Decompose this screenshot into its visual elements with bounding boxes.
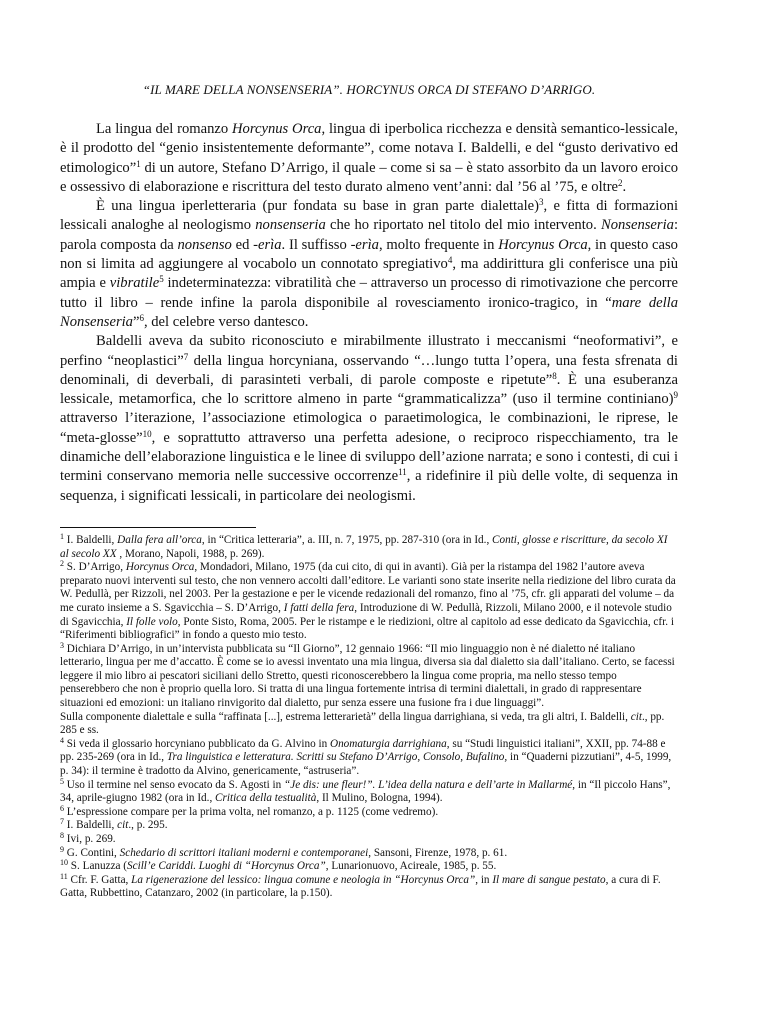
note-marker: 3: [60, 640, 64, 650]
text-run: , in: [475, 873, 493, 886]
text-run: , a ridefinire il più delle volte, di sequenza in sequenza, i significati lessicali, in particolare dei neologismi.: [60, 468, 678, 504]
text-run: nonsenseria: [255, 217, 326, 234]
text-run: , Sansoni, Firenze, 1978, p. 61.: [368, 846, 508, 859]
text-run: cit: [117, 819, 129, 832]
text-run: I. Baldelli,: [64, 533, 118, 546]
text-run: S. D’Arrigo,: [64, 561, 126, 574]
text-run: attraverso l’iterazione, l’associazione etimologica o paraetimologica, le combinazioni, le riprese, le “meta-glosse”: [60, 410, 678, 446]
text-run: Il folle volo: [126, 615, 178, 628]
body-paragraph: [60, 197, 678, 332]
text-run: Tra linguistica e letteratura. Scritti su Stefano D’Arrigo, Consolo, Bufalino,: [166, 751, 508, 764]
text-run: I. Baldelli,: [64, 819, 118, 832]
text-run: , e fitta di formazioni lessicali analoghe al neologismo: [60, 198, 678, 234]
text-run: , e soprattutto attraverso una perfetta adesione, o reciproco rispecchiamento, tra le dinamiche dell’elaborazione linguistica e le linee di sviluppo dell’azione narrata; e sono i contesti, di cui i termini conservano memoria nelle successive occorrenze: [60, 429, 678, 485]
text-run: , Ponte Sisto, Roma, 2005. Per le ristampe e le riedizioni, oltre al capitolo ad esse dedicato da Sgavicchia, cfr. i “Riferimenti bibliografici” in fondo a questo mio testo.: [60, 615, 674, 642]
text-run: Il mare di sangue pestato: [492, 873, 606, 886]
text-run: Dalla fera all’orca: [117, 533, 202, 546]
text-run: Horcynus Orca: [232, 121, 322, 137]
text-run: : parola composta da: [60, 217, 678, 253]
note-marker: 11: [60, 871, 68, 881]
body-text: [60, 120, 678, 506]
text-run: ., p. 295.: [128, 819, 168, 832]
footnote: [60, 711, 678, 738]
text-run: , Lunarionuovo, Acireale, 1985, p. 55.: [325, 860, 497, 873]
note-marker: 6: [60, 803, 64, 813]
text-run: , Il Mulino, Bologna, 1994).: [316, 792, 443, 805]
text-run: Sulla componente dialettale e sulla “raffinata [...], estrema letterarietà” della lingua darrighiana, si veda, tra gli altri, I. Baldelli,: [60, 710, 631, 723]
text-run: della lingua horcyniana, osservando “…lungo tutta l’opera, una festa sfrenata di denominali, di deverbali, di parasinteti verbali, di parole composte e ripetute”: [60, 352, 678, 388]
note-marker: 4: [447, 255, 453, 266]
note-marker: 1: [136, 158, 141, 169]
footnote: [60, 531, 678, 561]
footnote: [60, 860, 678, 874]
note-marker: 1: [60, 531, 64, 541]
text-run: “Je dis: une fleur!”. L’idea della natura e dell’arte in Mallarmé: [284, 778, 573, 791]
text-run: , in “Critica letteraria”, a. III, n. 7, 1975, pp. 287-310 (ora in Id.,: [201, 533, 493, 546]
text-run: Scill’e Cariddi. Luoghi di “Horcynus Orca”: [127, 860, 326, 873]
note-marker: 7: [183, 351, 189, 362]
text-run: La lingua del romanzo: [96, 121, 233, 137]
page-title: “IL MARE DELLA NONSENSERIA”. HORCYNUS ORCA DI STEFANO D’ARRIGO.: [142, 82, 596, 97]
text-run: . È una esuberanza lessicale, metamorfica, che lo scrittore almeno in parte “grammaticalizza” (uso il termine continiano): [60, 371, 679, 408]
body-paragraph: [60, 120, 678, 197]
text-run: Ivi, p. 269.: [64, 833, 116, 845]
text-run: , lingua di iperbolica ricchezza e densità semantico-lessicale, è il prodotto del “genio insistentemente deformante”, come notava I. Baldelli, e del “gusto derivativo ed etimologico”: [60, 121, 678, 176]
text-run: , Morano, Napoli, 1988, p. 269).: [116, 547, 265, 560]
text-run: vibratile: [109, 275, 160, 292]
text-run: -erìa: [350, 236, 379, 253]
note-marker: 5: [60, 776, 64, 786]
text-run: -erìa: [253, 236, 282, 253]
footnote: [60, 803, 678, 820]
text-run: I fatti della fera: [283, 601, 355, 614]
text-run: , a cura di F. Gatta, Rubbettino, Catanzaro, 2002 (in particolare, la p.150).: [60, 873, 661, 900]
text-run: La rigenerazione del lessico: lingua comune e neologia in “Horcynus Orca”: [131, 873, 476, 886]
note-marker: 7: [60, 817, 64, 827]
footnote-separator: [60, 527, 256, 528]
text-run: ., pp. 285 e ss.: [60, 710, 665, 737]
footnote: [60, 871, 678, 901]
text-run: Cfr. F. Gatta,: [67, 873, 132, 886]
text-run: cit: [630, 710, 642, 723]
footnotes: [60, 531, 678, 901]
text-run: , del celebre verso dantesco.: [143, 313, 309, 330]
footnote: [60, 561, 678, 643]
text-run: nonsenso: [177, 236, 232, 253]
footnote: [60, 640, 678, 711]
note-marker: 5: [159, 274, 164, 285]
text-run: , Mondadori, Milano, 1975 (da cui cito, di qui in avanti). Già per la ristampa del 1982 l’autore aveva preparato nuovi interventi sul testo, che non vennero accolti dall’editore. Le varianti sono state inserite nella riedizione del libro curata da W. Pedullà, per Rizzoli, nel 2003. Per la gestazione e per le vicende redazionali del romanzo, fino al ’75, cfr. gli apparati del volume – da me curato insieme a S. Sgavicchia – S. D’Arrigo,: [60, 561, 676, 614]
text-run: , ma addirittura gli conferisce una più ampia e: [60, 256, 678, 292]
text-run: .: [622, 178, 627, 195]
footnote: [60, 844, 678, 861]
footnote: [60, 833, 678, 847]
note-marker: 10: [60, 858, 68, 868]
text-run: Dichiara D’Arrigo, in un’intervista pubblicata su “Il Giorno”, 12 gennaio 1966: “Il mio linguaggio non è né dialetto né italiano letterario, lingua per me d’accatto. È come se io avessi inventato una mia lingua, diversa sia dal dialetto sia dall’italiano. Certo, se facessi leggere il mio libro ai pescatori siciliani dello Stretto, questi riconoscerebbero la lingua come propria, ma nello stesso tempo penserebbero che non è proprio quella loro. Si tratta di una lingua fortemente intrisa di termini dialettali, in grado di rappresentare situazioni ed emozioni: un italiano rinvigorito dal dialetto, pur senza essere una fusione fra i due linguaggi”.: [60, 642, 675, 710]
note-marker: 6: [139, 312, 144, 323]
note-marker: 9: [60, 844, 64, 854]
note-marker: 10: [142, 428, 152, 439]
text-run: che ho riportato nel titolo del mio intervento.: [325, 217, 601, 234]
footnote: [60, 776, 678, 806]
text-run: Conti, glosse e riscritture, da secolo XI al secolo XX: [60, 533, 668, 560]
text-run: Horcynus Orca: [125, 561, 195, 574]
text-run: , in “Il piccolo Hans”, 34, aprile-giugno 1982 (ora in Id.,: [60, 778, 671, 805]
text-run: di un autore, Stefano D’Arrigo, il quale – come si sa – è stato assorbito da un lavoro eroico e ossessivo di elaborazione e riscrittura del testo durato almeno vent’anni: dal ’56 al ’75, e oltre: [60, 159, 678, 195]
text-run: ”: [132, 313, 140, 330]
text-run: Baldelli aveva da subito riconosciuto e mirabilmente illustrato i meccanismi “neoformativi”, e perfino “neoplastici”: [60, 333, 678, 369]
text-run: Schedario di scrittori italiani moderni e contemporanei: [119, 846, 369, 859]
note-marker: 8: [552, 370, 557, 381]
text-run: S. Lanuzza (: [68, 860, 128, 873]
note-marker: 2: [60, 559, 64, 569]
text-run: . Il suffisso: [281, 236, 351, 253]
text-run: indeterminatezza: vibratilità che – attraverso un processo di rimotivazione che percorre tutto il libro – rende infine la parola disponibile al rovesciamento ironico-tragico, in “: [60, 275, 678, 311]
text-run: Critica della testualità: [215, 792, 317, 805]
note-marker: 3: [538, 197, 544, 208]
text-run: , Introduzione di W. Pedullà, Rizzoli, Milano 2000, e il notevole studio di Sgavicchia,: [60, 601, 672, 628]
text-run: Uso il termine nel senso evocato da S. Agosti in: [64, 778, 284, 791]
text-run: , in questo caso non si limita ad aggiungere al vocabolo un connotato spregiativo: [60, 236, 678, 273]
text-run: ed: [231, 236, 254, 253]
text-run: È una lingua iperletteraria (pur fondata su base in gran parte dialettale): [96, 198, 539, 215]
note-marker: 9: [673, 390, 678, 401]
text-run: Horcynus Orca: [498, 236, 588, 253]
note-marker: 8: [60, 831, 64, 840]
text-run: , su “Studi linguistici italiani”, XXII, pp. 74-88 e pp. 235-269 (ora in Id.,: [60, 737, 666, 764]
body-paragraph: [60, 332, 678, 506]
text-run: Si veda il glossario horcyniano pubblicato da G. Alvino in: [64, 737, 330, 750]
text-run: mare della Nonsenseria: [60, 294, 678, 330]
text-run: , molto frequente in: [378, 236, 499, 253]
document-page: [60, 82, 678, 901]
footnote: [60, 819, 678, 833]
text-run: in “Quaderni pizzutiani”, 4-5, 1999, p. 34): il termine è tradotto da Alvino, genericamente, “astruseria”.: [60, 751, 672, 778]
note-marker: 4: [60, 735, 64, 745]
text-run: L’espressione compare per la prima volta, nel romanzo, a p. 1125 (come vedremo).: [64, 805, 439, 818]
text-run: G. Contini,: [64, 846, 120, 859]
note-marker: 11: [398, 467, 407, 478]
text-run: Onomaturgia darrighiana: [329, 737, 447, 750]
text-run: Nonsenseria: [600, 217, 674, 234]
footnote: [60, 735, 678, 779]
note-marker: 2: [618, 177, 623, 188]
